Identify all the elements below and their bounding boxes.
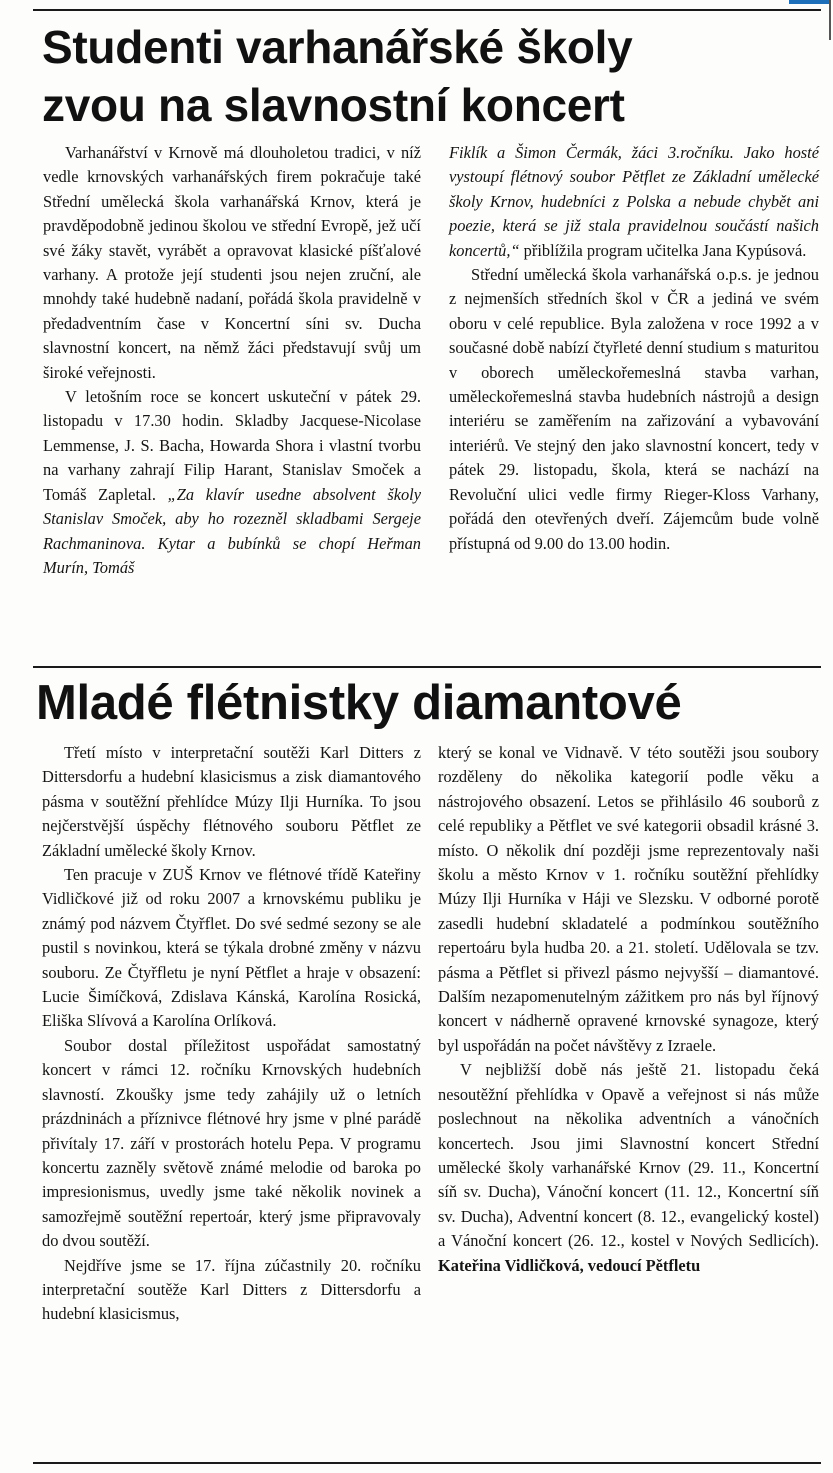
article2-column-1	[42, 741, 421, 1327]
article1-text: přiblížila program učitelka Jana Kypúsová.	[519, 240, 807, 260]
article2-paragraph: Soubor dostal příležitost uspořádat samostatný koncert v rámci 12. ročníku Krnovských hudebních slavností. Zkoušky jsme tedy zahájily už o letních prázdninách a příznivce flétnové hry jsme v plné parádě přivítaly 17. září v prostorách hotelu Pepa. V programu koncertu zazněly světově známé melodie od baroka po impresionismus, uvedly jsme také několik novinek a samozřejmě soutěžní repertoár, který jsme připravovaly do dvou soutěží.	[42, 1035, 421, 1251]
article2-headline: Mladé flétnistky diamantové	[36, 676, 682, 730]
article1-paragraph: Varhanářství v Krnově má dlouholetou tradici, v níž vedle krnovských varhanářských firem pokračuje také Střední umělecká škola varhanářská Krnov, která je pravděpodobně jedinou školou ve střední Evropě, jež učí své žáky stavět, vyrábět a opravovat klasické píšťalové varhany. A protože její studenti jsou nejen zruční, ale mnohdy také hudebně nadaní, pořádá škola pravidelně v předadventním čase v Koncertní síni sv. Ducha slavnostní koncert, na němž žáci představují svůj um široké veřejnosti.	[43, 143, 421, 382]
top-rule	[33, 9, 821, 11]
bottom-rule	[33, 1462, 821, 1464]
article2-author-signature: Kateřina Vidličková, vedoucí Pětfletu	[438, 1255, 701, 1275]
article1-text: V letošním roce se koncert uskuteční v pátek 29. listopadu v 17.30 hodin. Skladby Jacquese-Nicolase Lemmense, J. S. Bacha, Howarda Shora i vlastní tvorbu na varhany zahrají Filip Harant, Stanislav Smoček a Tomáš Zapletal.	[43, 387, 421, 504]
article1-headline-line2: zvou na slavnostní koncert	[42, 79, 625, 131]
article1-quote: Fiklík a Šimon Čermák, žáci 3.ročníku. Jako hosté vystoupí flétnový soubor Pětflet ze Základní umělecké školy Krnov, hudebníci z Polska a nebude chybět ani poezie, která se již stala pravidelnou součástí našich koncertů,“	[449, 143, 819, 260]
article2-paragraph: Třetí místo v interpretační soutěži Karl Ditters z Dittersdorfu a hudební klasicismus a zisk diamantového pásma v soutěžní přehlídce Múzy Ilji Hurníka. To jsou nejčerstvější úspěchy flétnového souboru Pětflet ze Základní umělecké školy Krnov.	[42, 743, 421, 860]
article2-paragraph	[438, 1058, 819, 1278]
article2-column-2	[438, 741, 819, 1278]
article1-headline-line1: Studenti varhanářské školy	[42, 21, 633, 73]
article1-headline	[42, 18, 822, 134]
article1-column-1	[43, 141, 421, 580]
article1-paragraph	[43, 385, 421, 580]
article1-paragraph	[449, 141, 819, 263]
article2-paragraph: který se konal ve Vidnavě. V této soutěži jsou soubory rozděleny do několika kategorií podle věku a nástrojového obsazení. Letos se přihlásilo 46 souborů z celé republiky a Pětflet ve své kategorii obsadil krásné 3. místo. O několik dní později jsme reprezentovaly naši školu a město Krnov v 1. ročníku soutěžní přehlídky Múzy Ilji Hurníka v Háji ve Slezsku. V odborné porotě zasedli hudební skladatelé a podmínkou soutěžního repertoáru byla hudba 20. a 21. století. Udělovala se tzv. pásma a Pětflet si přivezl pásmo nejvyšší – diamantové. Dalším nezapomenutelným zážitkem pro nás byl říjnový koncert v nádherně opravené krnovské synagoze, který byl uspořádán na počet návštěvy z Izraele.	[438, 743, 819, 1055]
article1-column-2	[449, 141, 819, 556]
article1-quote: „Za klavír usedne absolvent školy Stanislav Smoček, aby ho rozezněl skladbami Sergeje Rachmaninova. Kytar a bubínků se chopí Heřman Murín, Tomáš	[43, 484, 422, 577]
page-edge-line	[829, 0, 831, 40]
article2-paragraph: Nejdříve jsme se 17. října zúčastnily 20. ročníku interpretační soutěže Karl Ditters z Dittersdorfu a hudební klasicismus,	[42, 1255, 421, 1324]
article2-paragraph: Ten pracuje v ZUŠ Krnov ve flétnové třídě Kateřiny Vidličkové již od roku 2007 a krnovskému publiku je známý pod názvem Čtyřflet. Do své sedmé sezony se ale pustil s novinkou, která se týkala drobné změny v názvu souboru. Ze Čtyřfletu je nyní Pětflet a hraje v obsazení: Lucie Šimíčková, Zdislava Kánská, Karolína Rosická, Eliška Slívová a Karolína Orlíková.	[42, 865, 421, 1031]
page-corner-mark	[789, 0, 829, 4]
article1-paragraph: Střední umělecká škola varhanářská o.p.s. je jednou z nejmenších středních škol v ČR a jediná ve svém oboru v celé republice. Byla založena v roce 1992 a v současné době nabízí čtyřleté denní studium s maturitou v oborech uměleckořemeslná stavba varhan, uměleckořemeslná stavba hudebních nástrojů a design interiéru se zaměřením na zařizování a vybavování interiérů. Ve stejný den jako slavnostní koncert, tedy v pátek 29. listopadu, škola, která se nachází na Revoluční ulici vedle firmy Rieger-Kloss Varhany, pořádá den otevřených dveří. Zájemcům bude volně přístupná od 9.00 do 13.00 hodin.	[449, 265, 819, 553]
article2-text: V nejbližší době nás ještě 21. listopadu čeká nesoutěžní přehlídka v Opavě a veřejnost si nás může poslechnout na několika adventních a vánočních koncertech. Jsou jimi Slavnostní koncert Střední umělecké školy varhanářské Krnov (29. 11., Koncertní síň sv. Ducha), Vánoční koncert (11. 12., Koncertní síň sv. Ducha), Adventní koncert (8. 12., evangelický kostel) a Vánoční koncert (26. 12., kostel v Nových Sedlicích).	[438, 1060, 819, 1251]
section-divider-rule	[33, 666, 821, 668]
